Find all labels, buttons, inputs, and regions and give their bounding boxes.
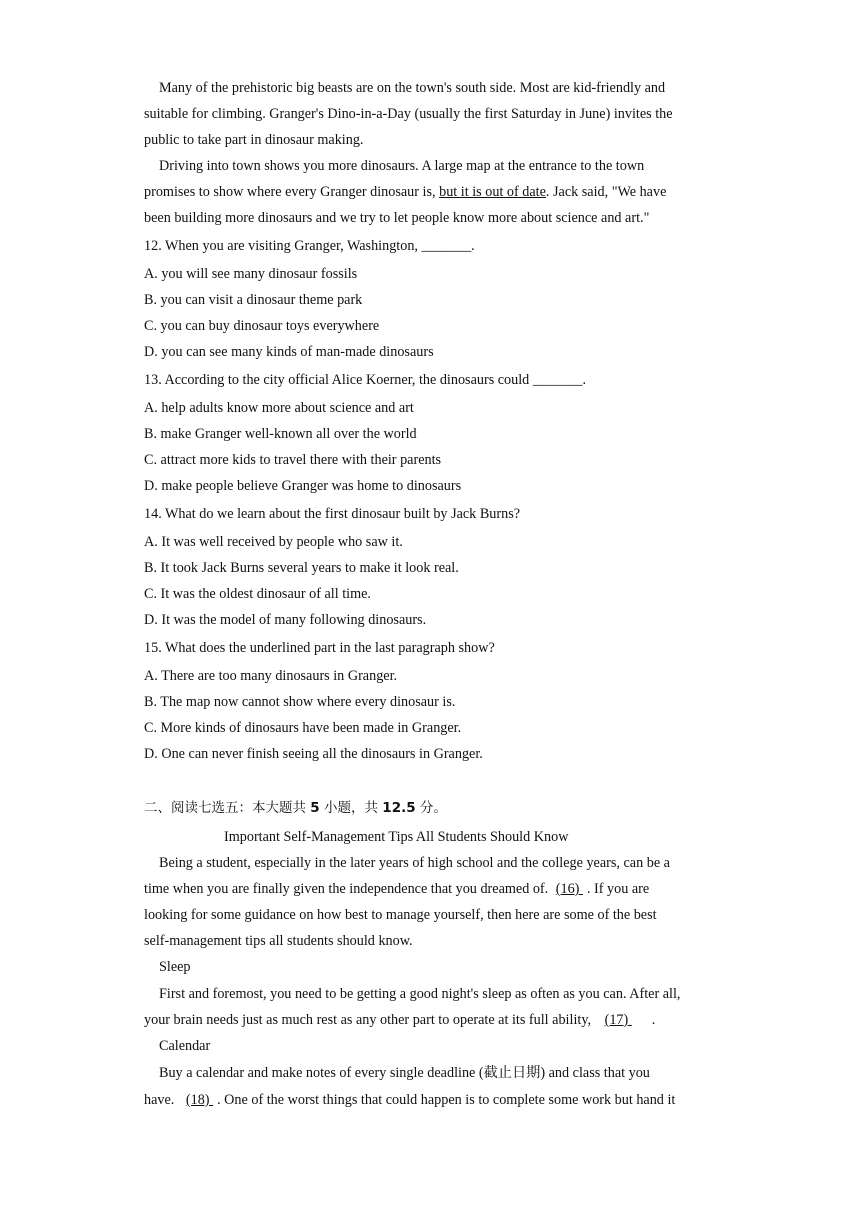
question-option[interactable]: D. you can see many kinds of man-made dinosaurs: [144, 344, 434, 360]
subheading-sleep: Sleep: [159, 959, 191, 975]
blank-17[interactable]: [595, 1011, 640, 1029]
article-text: have.: [144, 1092, 178, 1108]
article-text: . If you are: [586, 881, 650, 897]
article-line: [144, 1091, 675, 1109]
article-line: looking for some guidance on how best to manage yourself, then here are some of the best: [144, 907, 657, 923]
question-option[interactable]: C. you can buy dinosaur toys everywhere: [144, 318, 380, 334]
question-option[interactable]: A. you will see many dinosaur fossils: [144, 266, 358, 282]
passage-line: Many of the prehistoric big beasts are on the town's south side. Most are kid-friendly and: [159, 80, 666, 96]
question-stem: 14. What do we learn about the first dinosaur built by Jack Burns?: [144, 506, 521, 522]
article-line: [144, 880, 649, 898]
question-stem: 13. According to the city official Alice Koerner, the dinosaurs could _______.: [144, 372, 587, 388]
section-heading: [144, 799, 447, 817]
article-line: Buy a calendar and make notes of every single deadline (截止日期) and class that you: [159, 1065, 650, 1081]
article-text: time when you are finally given the independence that you dreamed of.: [144, 881, 552, 897]
article-title: Important Self-Management Tips All Students Should Know: [224, 829, 569, 845]
article-line: Being a student, especially in the later years of high school and the college years, can be a: [159, 855, 670, 871]
passage-line: been building more dinosaurs and we try to let people know more about science and art.": [144, 210, 650, 226]
passage-line: suitable for climbing. Granger's Dino-in-a-Day (usually the first Saturday in June) invites the: [144, 106, 673, 122]
blank-18[interactable]: [178, 1091, 217, 1109]
blank-number: (16): [555, 881, 580, 897]
blank-16[interactable]: [552, 880, 587, 898]
question-option[interactable]: B. you can visit a dinosaur theme park: [144, 292, 363, 308]
question-option[interactable]: D. One can never finish seeing all the dinosaurs in Granger.: [144, 746, 483, 762]
question-option[interactable]: C. More kinds of dinosaurs have been made in Granger.: [144, 720, 462, 736]
question-option[interactable]: D. make people believe Granger was home to dinosaurs: [144, 478, 462, 494]
question-option[interactable]: B. It took Jack Burns several years to make it look real.: [144, 560, 459, 576]
section-heading-text: 二、阅读七选五：本大题共: [144, 800, 311, 816]
passage-text: . Jack said, "We have: [545, 184, 667, 200]
article-line: self-management tips all students should know.: [144, 933, 413, 949]
subheading-calendar: Calendar: [159, 1038, 211, 1054]
question-count: 5: [310, 800, 320, 816]
article-text: .: [651, 1012, 656, 1028]
question-option[interactable]: A. It was well received by people who saw it.: [144, 534, 403, 550]
article-line: First and foremost, you need to be getting a good night's sleep as often as you can. After all,: [159, 986, 681, 1002]
underlined-phrase: but it is out of date: [439, 184, 546, 200]
article-line: [144, 1011, 655, 1029]
passage-line: Driving into town shows you more dinosaurs. A large map at the entrance to the town: [159, 158, 645, 174]
section-heading-text: 小题，共: [319, 800, 383, 816]
question-stem: 12. When you are visiting Granger, Washington, _______.: [144, 238, 475, 254]
passage-line: public to take part in dinosaur making.: [144, 132, 364, 148]
question-option[interactable]: B. The map now cannot show where every dinosaur is.: [144, 694, 456, 710]
question-option[interactable]: C. It was the oldest dinosaur of all time.: [144, 586, 371, 602]
passage-line: [144, 183, 666, 201]
total-score: 12.5: [382, 800, 416, 816]
question-option[interactable]: A. help adults know more about science and art: [144, 400, 414, 416]
blank-number: (17): [604, 1012, 629, 1028]
question-option[interactable]: B. make Granger well-known all over the world: [144, 426, 417, 442]
passage-text: promises to show where every Granger dinosaur is,: [144, 184, 440, 200]
article-text: . One of the worst things that could happen is to complete some work but hand it: [217, 1092, 676, 1108]
question-option[interactable]: C. attract more kids to travel there with their parents: [144, 452, 442, 468]
article-text: your brain needs just as much rest as any other part to operate at its full ability,: [144, 1012, 595, 1028]
question-stem: 15. What does the underlined part in the last paragraph show?: [144, 640, 495, 656]
question-option[interactable]: D. It was the model of many following dinosaurs.: [144, 612, 427, 628]
blank-number: (18): [185, 1092, 210, 1108]
section-heading-text: 分。: [415, 800, 447, 816]
question-option[interactable]: A. There are too many dinosaurs in Granger.: [144, 668, 398, 684]
